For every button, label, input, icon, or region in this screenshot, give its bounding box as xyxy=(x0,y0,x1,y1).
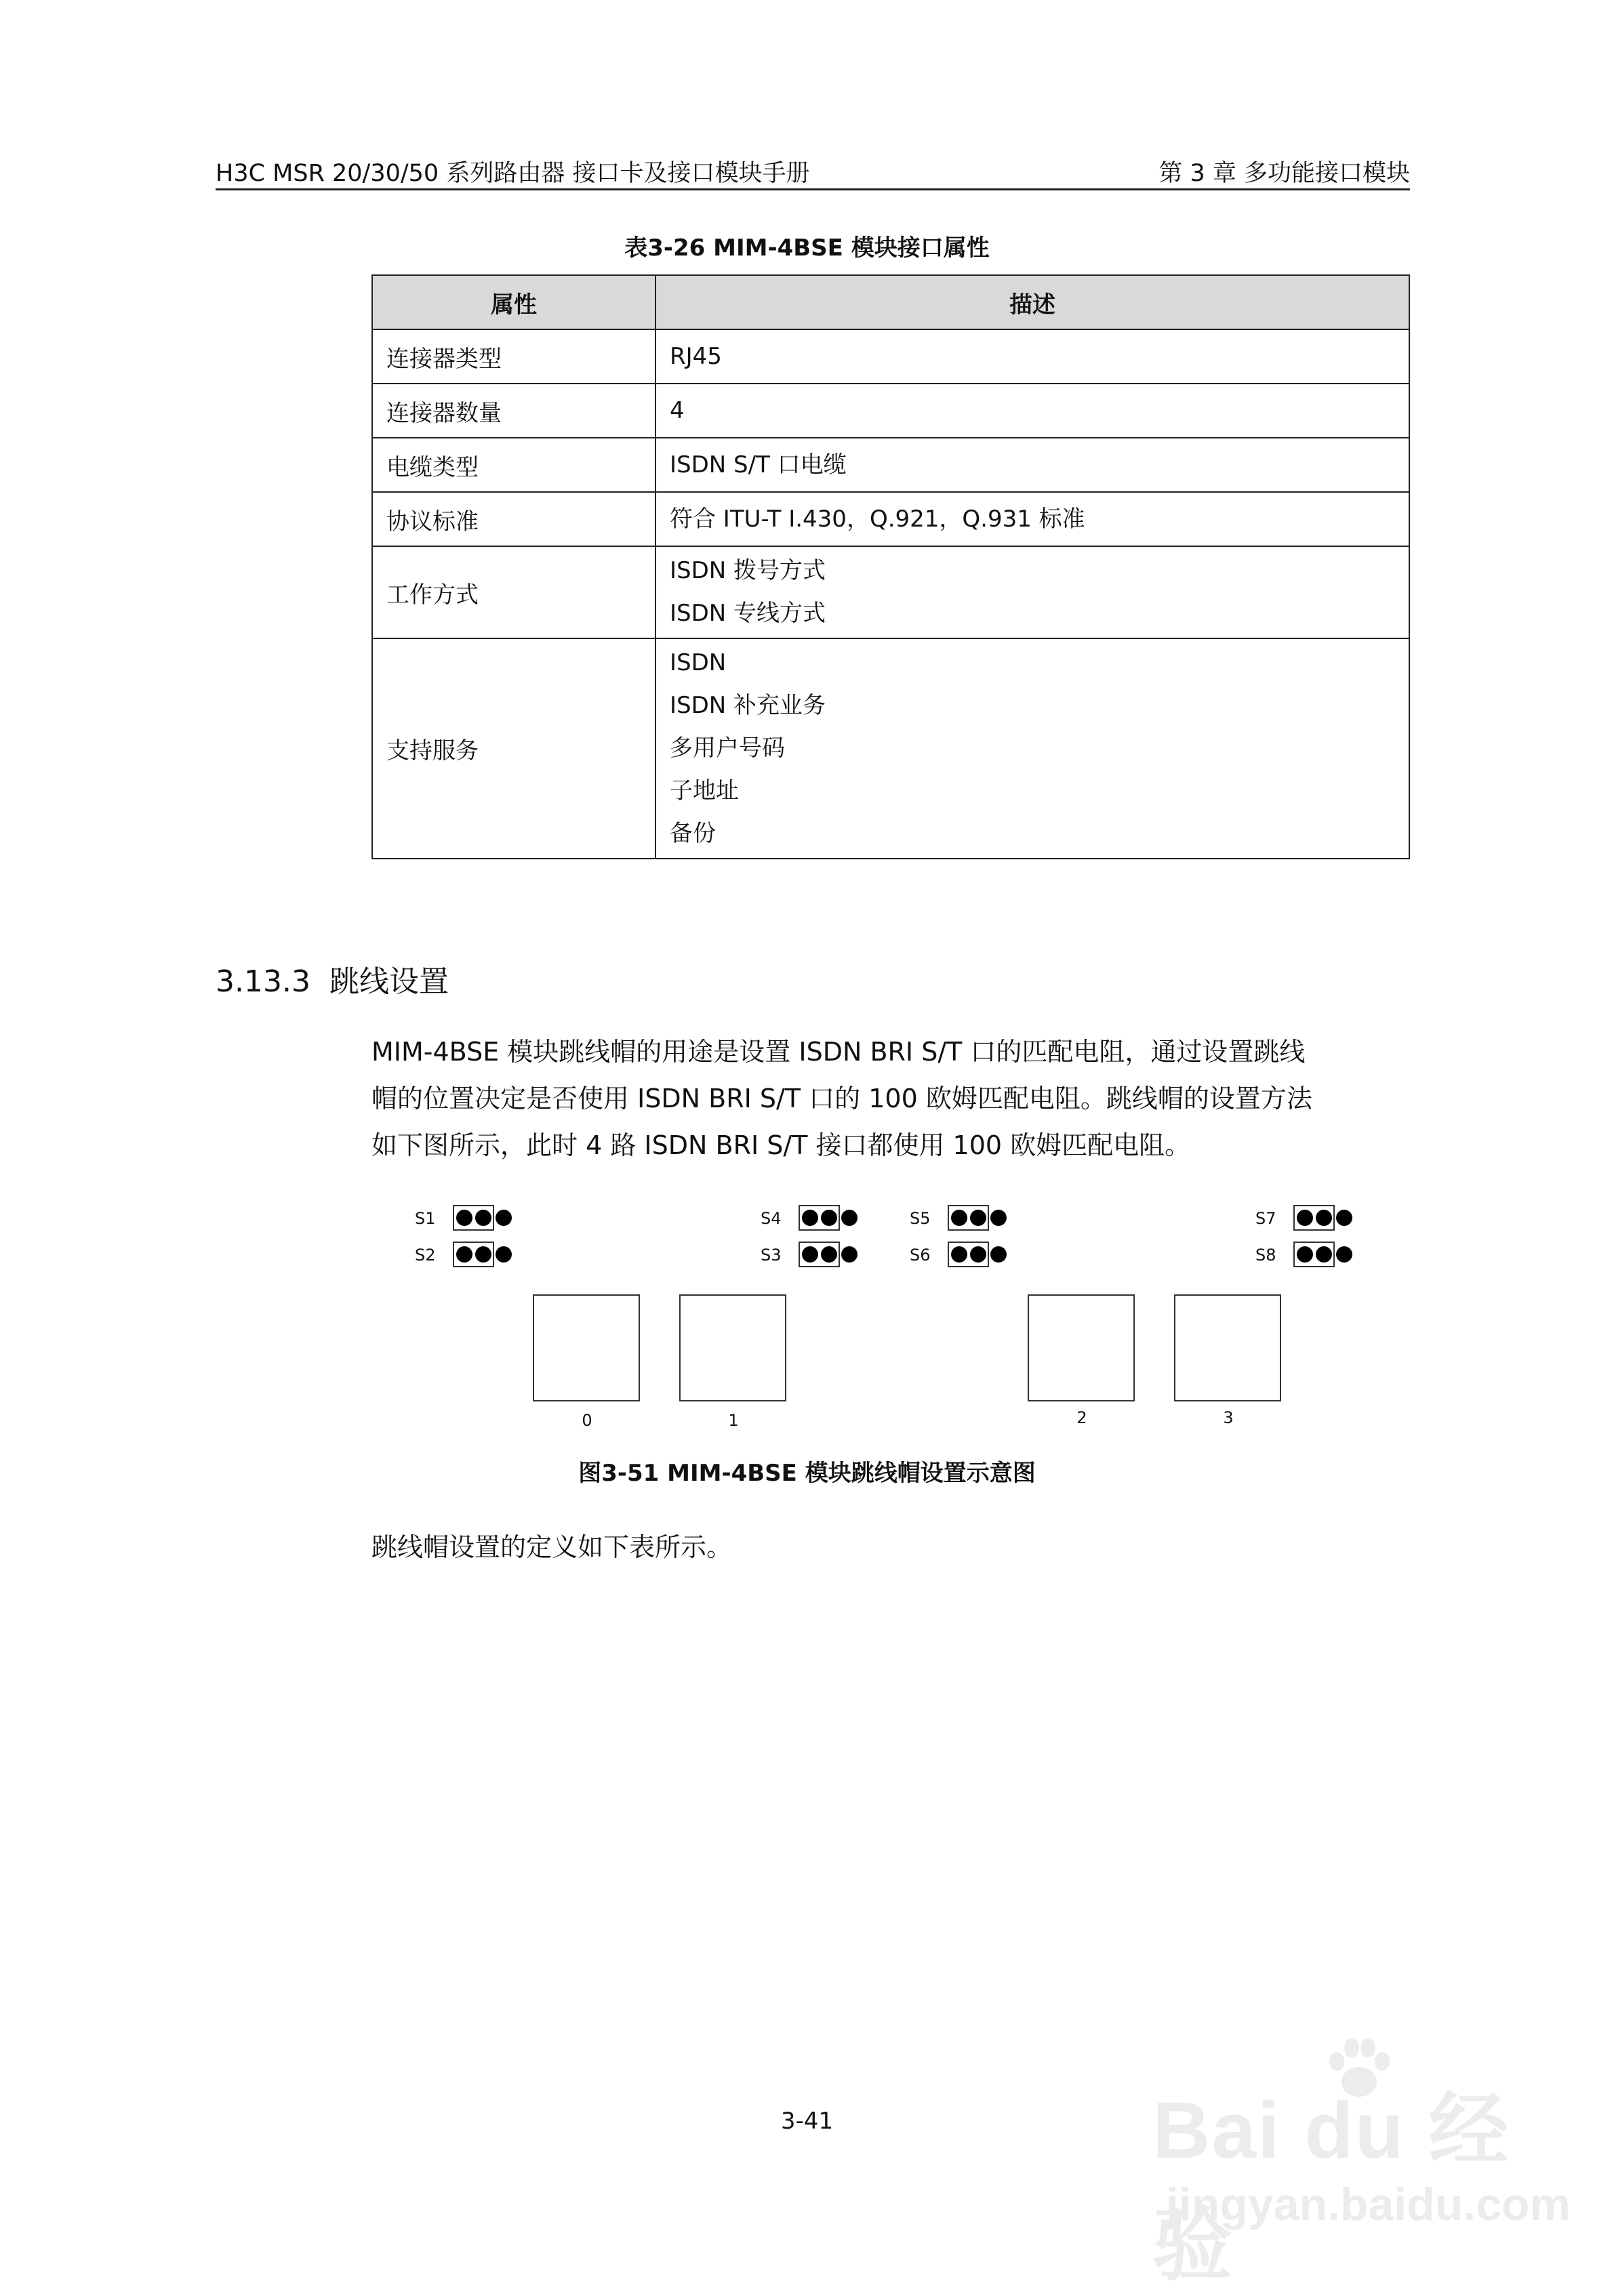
jumper-pin xyxy=(456,1246,472,1263)
body-paragraph-2: 跳线帽设置的定义如下表所示。 xyxy=(371,1532,733,1562)
jumper-diagram xyxy=(371,1193,1410,1450)
table-row xyxy=(372,438,1409,492)
jumper-pin xyxy=(970,1210,986,1226)
jumper-pin xyxy=(1336,1210,1352,1226)
body-paragraph xyxy=(371,1029,1410,1169)
row-value-line: 子地址 xyxy=(670,777,739,804)
table-row xyxy=(372,546,1409,638)
row-value-line: ISDN xyxy=(670,649,727,676)
jumper-pin xyxy=(1316,1210,1332,1226)
port-label-1: 1 xyxy=(728,1411,739,1430)
jumper-label-s7: S7 xyxy=(1255,1209,1276,1228)
row-value-line: ISDN 拨号方式 xyxy=(670,557,826,584)
watermark-url: jingyan.baidu.com xyxy=(1166,2179,1571,2230)
row-value xyxy=(655,638,1409,859)
jumper-pin xyxy=(821,1246,837,1263)
header-chapter: 第 3 章 多功能接口模块 xyxy=(1158,160,1410,187)
section-title: 跳线设置 xyxy=(329,964,449,999)
table-row xyxy=(372,384,1409,438)
port-label-3: 3 xyxy=(1223,1408,1234,1427)
jumper-pin xyxy=(990,1246,1007,1263)
jumper-label-s6: S6 xyxy=(910,1246,931,1265)
jumper-pin xyxy=(496,1210,512,1226)
figure-caption: 图3-51 MIM-4BSE 模块跳线帽设置示意图 xyxy=(578,1460,1036,1487)
table-caption: 表3-26 MIM-4BSE 模块接口属性 xyxy=(624,234,990,262)
table-row xyxy=(372,492,1409,546)
paragraph-line: 如下图所示，此时 4 路 ISDN BRI S/T 接口都使用 100 欧姆匹配电阻。 xyxy=(371,1130,1191,1160)
table-header-row xyxy=(372,275,1409,329)
jumper-pin xyxy=(951,1246,967,1263)
port-label-0: 0 xyxy=(582,1411,592,1430)
header-title: H3C MSR 20/30/50 系列路由器 接口卡及接口模块手册 xyxy=(216,160,810,187)
table-header-attribute: 属性 xyxy=(372,275,655,329)
row-value xyxy=(655,438,1409,492)
jumper-label-s1: S1 xyxy=(415,1209,436,1228)
port-2-box xyxy=(1028,1294,1135,1401)
row-value-line: 符合 ITU-T I.430，Q.921，Q.931 标准 xyxy=(670,505,1085,533)
row-value-line: 多用户号码 xyxy=(670,735,785,762)
row-value-line: ISDN 专线方式 xyxy=(670,600,826,627)
row-value xyxy=(655,384,1409,438)
row-key: 电缆类型 xyxy=(372,438,655,492)
row-key: 连接器类型 xyxy=(372,329,655,384)
row-value-line: 备份 xyxy=(670,820,716,847)
row-value-line: ISDN S/T 口电缆 xyxy=(670,451,847,478)
jumper-pin xyxy=(802,1210,818,1226)
interface-attributes-table xyxy=(371,274,1410,859)
page-number: 3-41 xyxy=(780,2108,834,2135)
jumper-pin xyxy=(1336,1246,1352,1263)
page-header xyxy=(216,150,1410,190)
jumper-label-s8: S8 xyxy=(1255,1246,1276,1265)
row-value xyxy=(655,492,1409,546)
jumper-pin xyxy=(475,1210,491,1226)
section-heading xyxy=(216,957,449,1000)
jumper-pin xyxy=(951,1210,967,1226)
table-row xyxy=(372,329,1409,384)
jumper-pin xyxy=(841,1246,858,1263)
section-number: 3.13.3 xyxy=(216,964,310,999)
row-value-line: ISDN 补充业务 xyxy=(670,692,826,719)
paragraph-line: 帽的位置决定是否使用 ISDN BRI S/T 口的 100 欧姆匹配电阻。跳线帽的设置方法 xyxy=(371,1084,1312,1113)
jumper-pin xyxy=(496,1246,512,1263)
row-value xyxy=(655,329,1409,384)
jumper-pin xyxy=(1316,1246,1332,1263)
jumper-label-s4: S4 xyxy=(761,1209,782,1228)
jumper-pin xyxy=(841,1210,858,1226)
jumper-pin xyxy=(1297,1210,1313,1226)
port-0-box xyxy=(533,1294,640,1401)
jumper-pin xyxy=(970,1246,986,1263)
jumper-pin xyxy=(456,1210,472,1226)
jumper-pin xyxy=(990,1210,1007,1226)
jumper-pin xyxy=(802,1246,818,1263)
port-1-box xyxy=(679,1294,786,1401)
jumper-pin xyxy=(821,1210,837,1226)
watermark-logo-text: Bai du 经验 xyxy=(1152,2086,1510,2291)
row-key: 支持服务 xyxy=(372,638,655,859)
row-key: 协议标准 xyxy=(372,492,655,546)
row-key: 连接器数量 xyxy=(372,384,655,438)
jumper-label-s5: S5 xyxy=(910,1209,931,1228)
port-3-box xyxy=(1174,1294,1281,1401)
paragraph-line: MIM-4BSE 模块跳线帽的用途是设置 ISDN BRI S/T 口的匹配电阻，通过设置跳线 xyxy=(371,1037,1306,1067)
row-value-line: RJ45 xyxy=(670,342,722,370)
table-row xyxy=(372,638,1409,859)
jumper-pin xyxy=(1297,1246,1313,1263)
port-label-2: 2 xyxy=(1076,1408,1087,1427)
jumper-label-s3: S3 xyxy=(761,1246,782,1265)
row-key: 工作方式 xyxy=(372,546,655,638)
jumper-pin xyxy=(475,1246,491,1263)
jumper-label-s2: S2 xyxy=(415,1246,436,1265)
row-value xyxy=(655,546,1409,638)
table-header-description: 描述 xyxy=(655,275,1409,329)
row-value-line: 4 xyxy=(670,396,685,424)
